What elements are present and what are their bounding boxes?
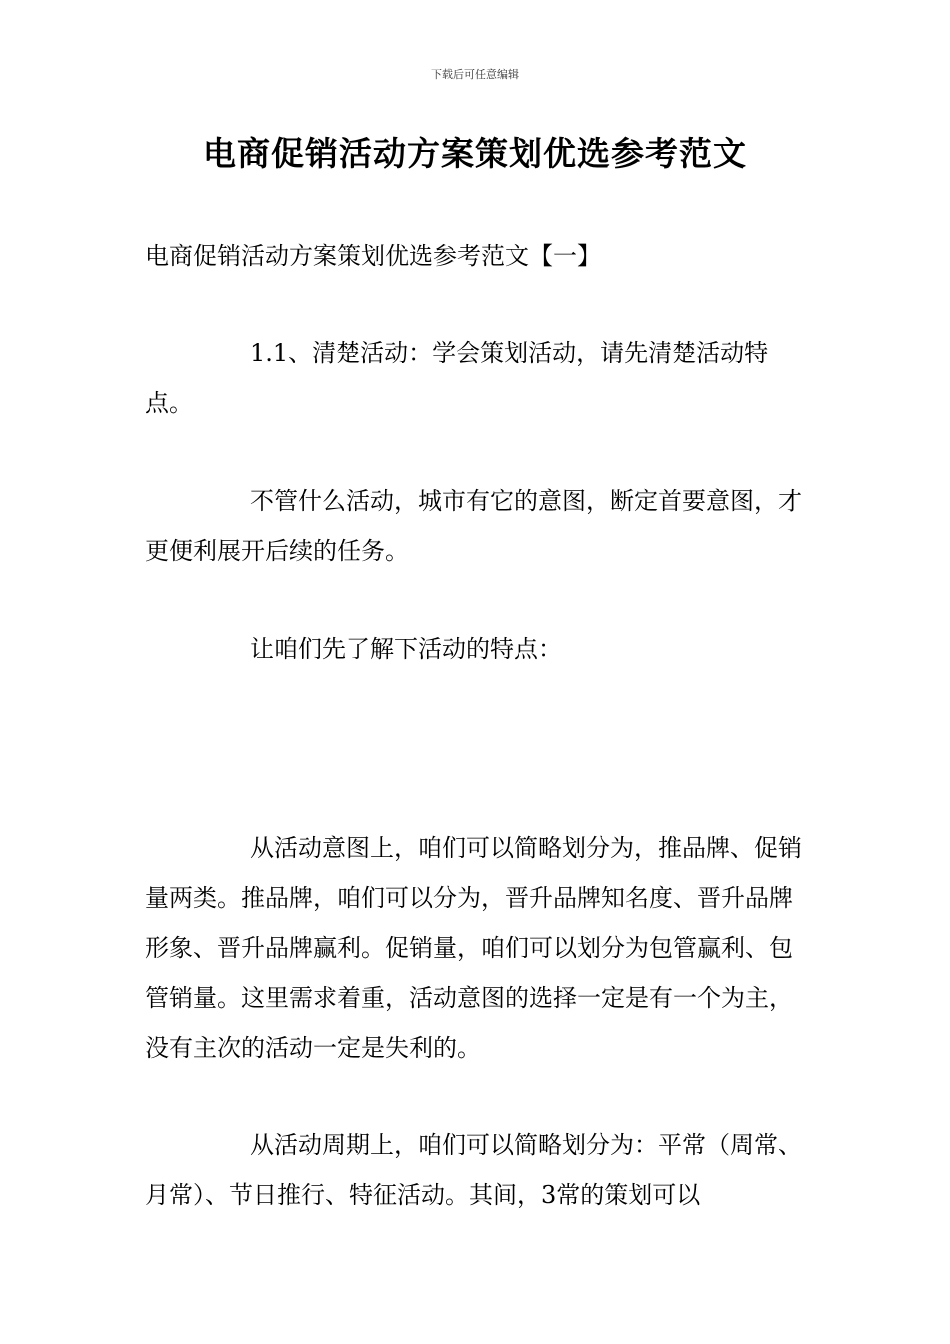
paragraph: 让咱们先了解下活动的特点：	[250, 635, 562, 663]
paragraph: 1.1、清楚活动：学会策划活动，请先清楚活动特点。	[145, 339, 769, 417]
paragraph: 不管什么活动，城市有它的意图，断定首要意图，才更便利展开后续的任务。	[145, 487, 802, 565]
page-header-note: 下载后可任意编辑	[431, 68, 519, 81]
document-title: 电商促销活动方案策划优选参考范文	[203, 134, 747, 173]
section-title: 电商促销活动方案策划优选参考范文【一】	[145, 242, 601, 270]
paragraph: 从活动周期上，咱们可以简略划分为：平常（周常、月常）、节日推行、特征活动。其间，3常的策划可以	[145, 1131, 802, 1209]
paragraph: 从活动意图上，咱们可以简略划分为，推品牌、促销量两类。推品牌，咱们可以分为，晋升品牌知名度、晋升品牌形象、晋升品牌赢利。促销量，咱们可以划分为包管赢利、包管销量。这里需求着重，活动意图的选择一定是有一个为主，没有主次的活动一定是失利的。	[145, 834, 802, 1062]
